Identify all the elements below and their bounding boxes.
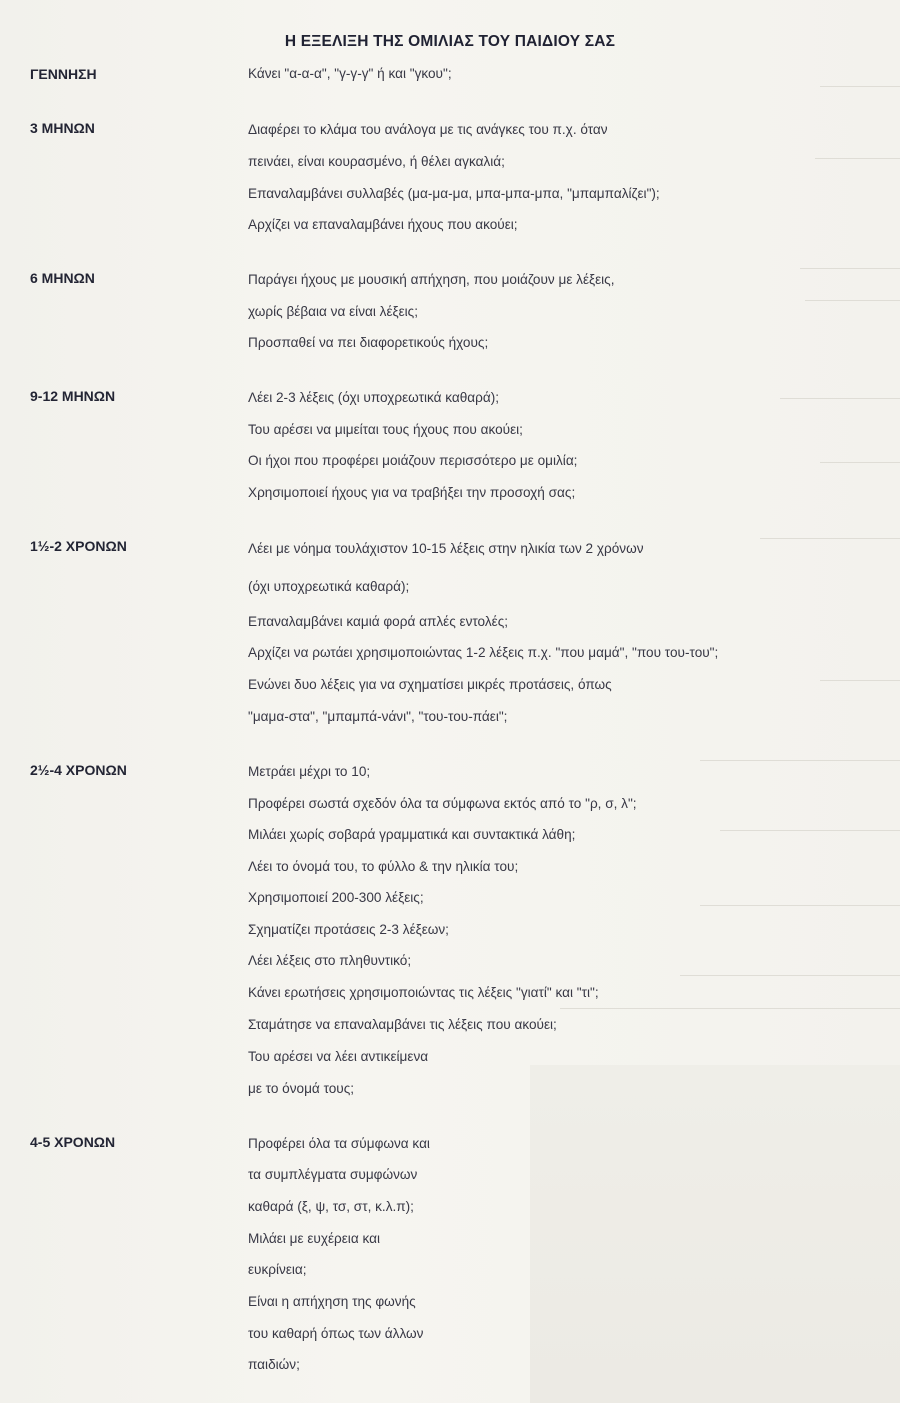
stage-line: πεινάει, είναι κουρασμένο, ή θέλει αγκαλιά;: [248, 154, 505, 169]
bleed-line: [700, 760, 900, 761]
stage-line: Σταμάτησε να επαναλαμβάνει τις λέξεις που ακούει;: [248, 1017, 557, 1032]
page-title: Η ΕΞΕΛΙΞΗ ΤΗΣ ΟΜΙΛΙΑΣ ΤΟΥ ΠΑΙΔΙΟΥ ΣΑΣ: [284, 33, 616, 50]
stage-line: Μετράει μέχρι το 10;: [248, 764, 371, 779]
stage-line: Λέει 2-3 λέξεις (όχι υποχρεωτικά καθαρά);: [248, 390, 500, 405]
stage-line: Λέει λέξεις στο πληθυντικό;: [248, 953, 412, 968]
stage-line: Του αρέσει να μιμείται τους ήχους που ακούει;: [248, 422, 523, 437]
stage-line: Χρησιμοποιεί 200-300 λέξεις;: [248, 890, 424, 905]
bleed-line: [805, 300, 900, 301]
stage-line: Παράγει ήχους με μουσική απήχηση, που μοιάζουν με λέξεις,: [248, 272, 615, 287]
stage-line: καθαρά (ξ, ψ, τσ, στ, κ.λ.π);: [248, 1199, 414, 1214]
stage-line: Σχηματίζει προτάσεις 2-3 λέξεων;: [248, 922, 449, 937]
stage-line: Αρχίζει να επαναλαμβάνει ήχους που ακούει;: [248, 217, 518, 232]
stage-label-6-months: 6 ΜΗΝΩΝ: [30, 270, 95, 286]
stage-line: Του αρέσει να λέει αντικείμενα: [248, 1049, 429, 1064]
stage-line: Ενώνει δυο λέξεις για να σχηματίσει μικρές προτάσεις, όπως: [248, 677, 612, 692]
stage-label-2-5-4-years: 2½-4 ΧΡΟΝΩΝ: [30, 762, 127, 778]
bleed-line: [720, 830, 900, 831]
stage-line: Κάνει ερωτήσεις χρησιμοποιώντας τις λέξεις "γιατί" και "τι";: [248, 985, 599, 1000]
bleed-line: [800, 268, 900, 269]
stage-line: παιδιών;: [248, 1357, 300, 1372]
stage-line: Επαναλαμβάνει συλλαβές (μα-μα-μα, μπα-μπα-μπα, "μπαμπαλίζει");: [248, 186, 660, 201]
bleed-line: [820, 680, 900, 681]
bleed-line: [820, 462, 900, 463]
stage-line: Χρησιμοποιεί ήχους για να τραβήξει την προσοχή σας;: [248, 485, 576, 500]
stage-line: ευκρίνεια;: [248, 1262, 307, 1277]
bleed-line: [560, 1008, 900, 1009]
stage-line: του καθαρή όπως των άλλων: [248, 1326, 424, 1341]
bleed-line: [780, 398, 900, 399]
stage-line: Λέει το όνομά του, το φύλλο & την ηλικία του;: [248, 859, 519, 874]
bleed-area: [530, 1065, 900, 1403]
stage-line: τα συμπλέγματα συμφώνων: [248, 1167, 418, 1182]
stage-line: Μιλάει χωρίς σοβαρά γραμματικά και συντακτικά λάθη;: [248, 827, 576, 842]
stage-line: Διαφέρει το κλάμα του ανάλογα με τις ανάγκες του π.χ. όταν: [248, 122, 608, 137]
stage-label-1-5-2-years: 1½-2 ΧΡΟΝΩΝ: [30, 538, 127, 554]
stage-label-3-months: 3 ΜΗΝΩΝ: [30, 120, 95, 136]
stage-label-9-12-months: 9-12 ΜΗΝΩΝ: [30, 388, 116, 404]
stage-line: Προσπαθεί να πει διαφορετικούς ήχους;: [248, 335, 489, 350]
stage-label-4-5-years: 4-5 ΧΡΟΝΩΝ: [30, 1134, 116, 1150]
stage-line: Επαναλαμβάνει καμιά φορά απλές εντολές;: [248, 614, 509, 629]
stage-line: Λέει με νόημα τουλάχιστον 10-15 λέξεις στην ηλικία των 2 χρόνων: [248, 541, 644, 556]
bleed-line: [760, 538, 900, 539]
bleed-line: [700, 905, 900, 906]
bleed-line: [815, 158, 900, 159]
stage-line: Κάνει "α-α-α", "γ-γ-γ" ή και "γκου";: [248, 66, 452, 81]
stage-line: Αρχίζει να ρωτάει χρησιμοποιώντας 1-2 λέξεις π.χ. "που μαμά", "που του-του";: [248, 645, 719, 660]
stage-line: με το όνομά τους;: [248, 1081, 355, 1096]
stage-label-birth: ΓΕΝΝΗΣΗ: [30, 66, 97, 82]
bleed-line: [820, 86, 900, 87]
stage-line: Προφέρει σωστά σχεδόν όλα τα σύμφωνα εκτός από το "ρ, σ, λ";: [248, 796, 637, 811]
stage-line: χωρίς βέβαια να είναι λέξεις;: [248, 304, 418, 319]
stage-line: Μιλάει με ευχέρεια και: [248, 1231, 380, 1246]
stage-line: Είναι η απήχηση της φωνής: [248, 1294, 416, 1309]
stage-line: Προφέρει όλα τα σύμφωνα και: [248, 1136, 430, 1151]
stage-line: (όχι υποχρεωτικά καθαρά);: [248, 579, 410, 594]
stage-line: "μαμα-στα", "μπαμπά-νάνι", "του-του-πάει";: [248, 709, 508, 724]
bleed-line: [680, 975, 900, 976]
stage-line: Οι ήχοι που προφέρει μοιάζουν περισσότερο με ομιλία;: [248, 453, 578, 468]
